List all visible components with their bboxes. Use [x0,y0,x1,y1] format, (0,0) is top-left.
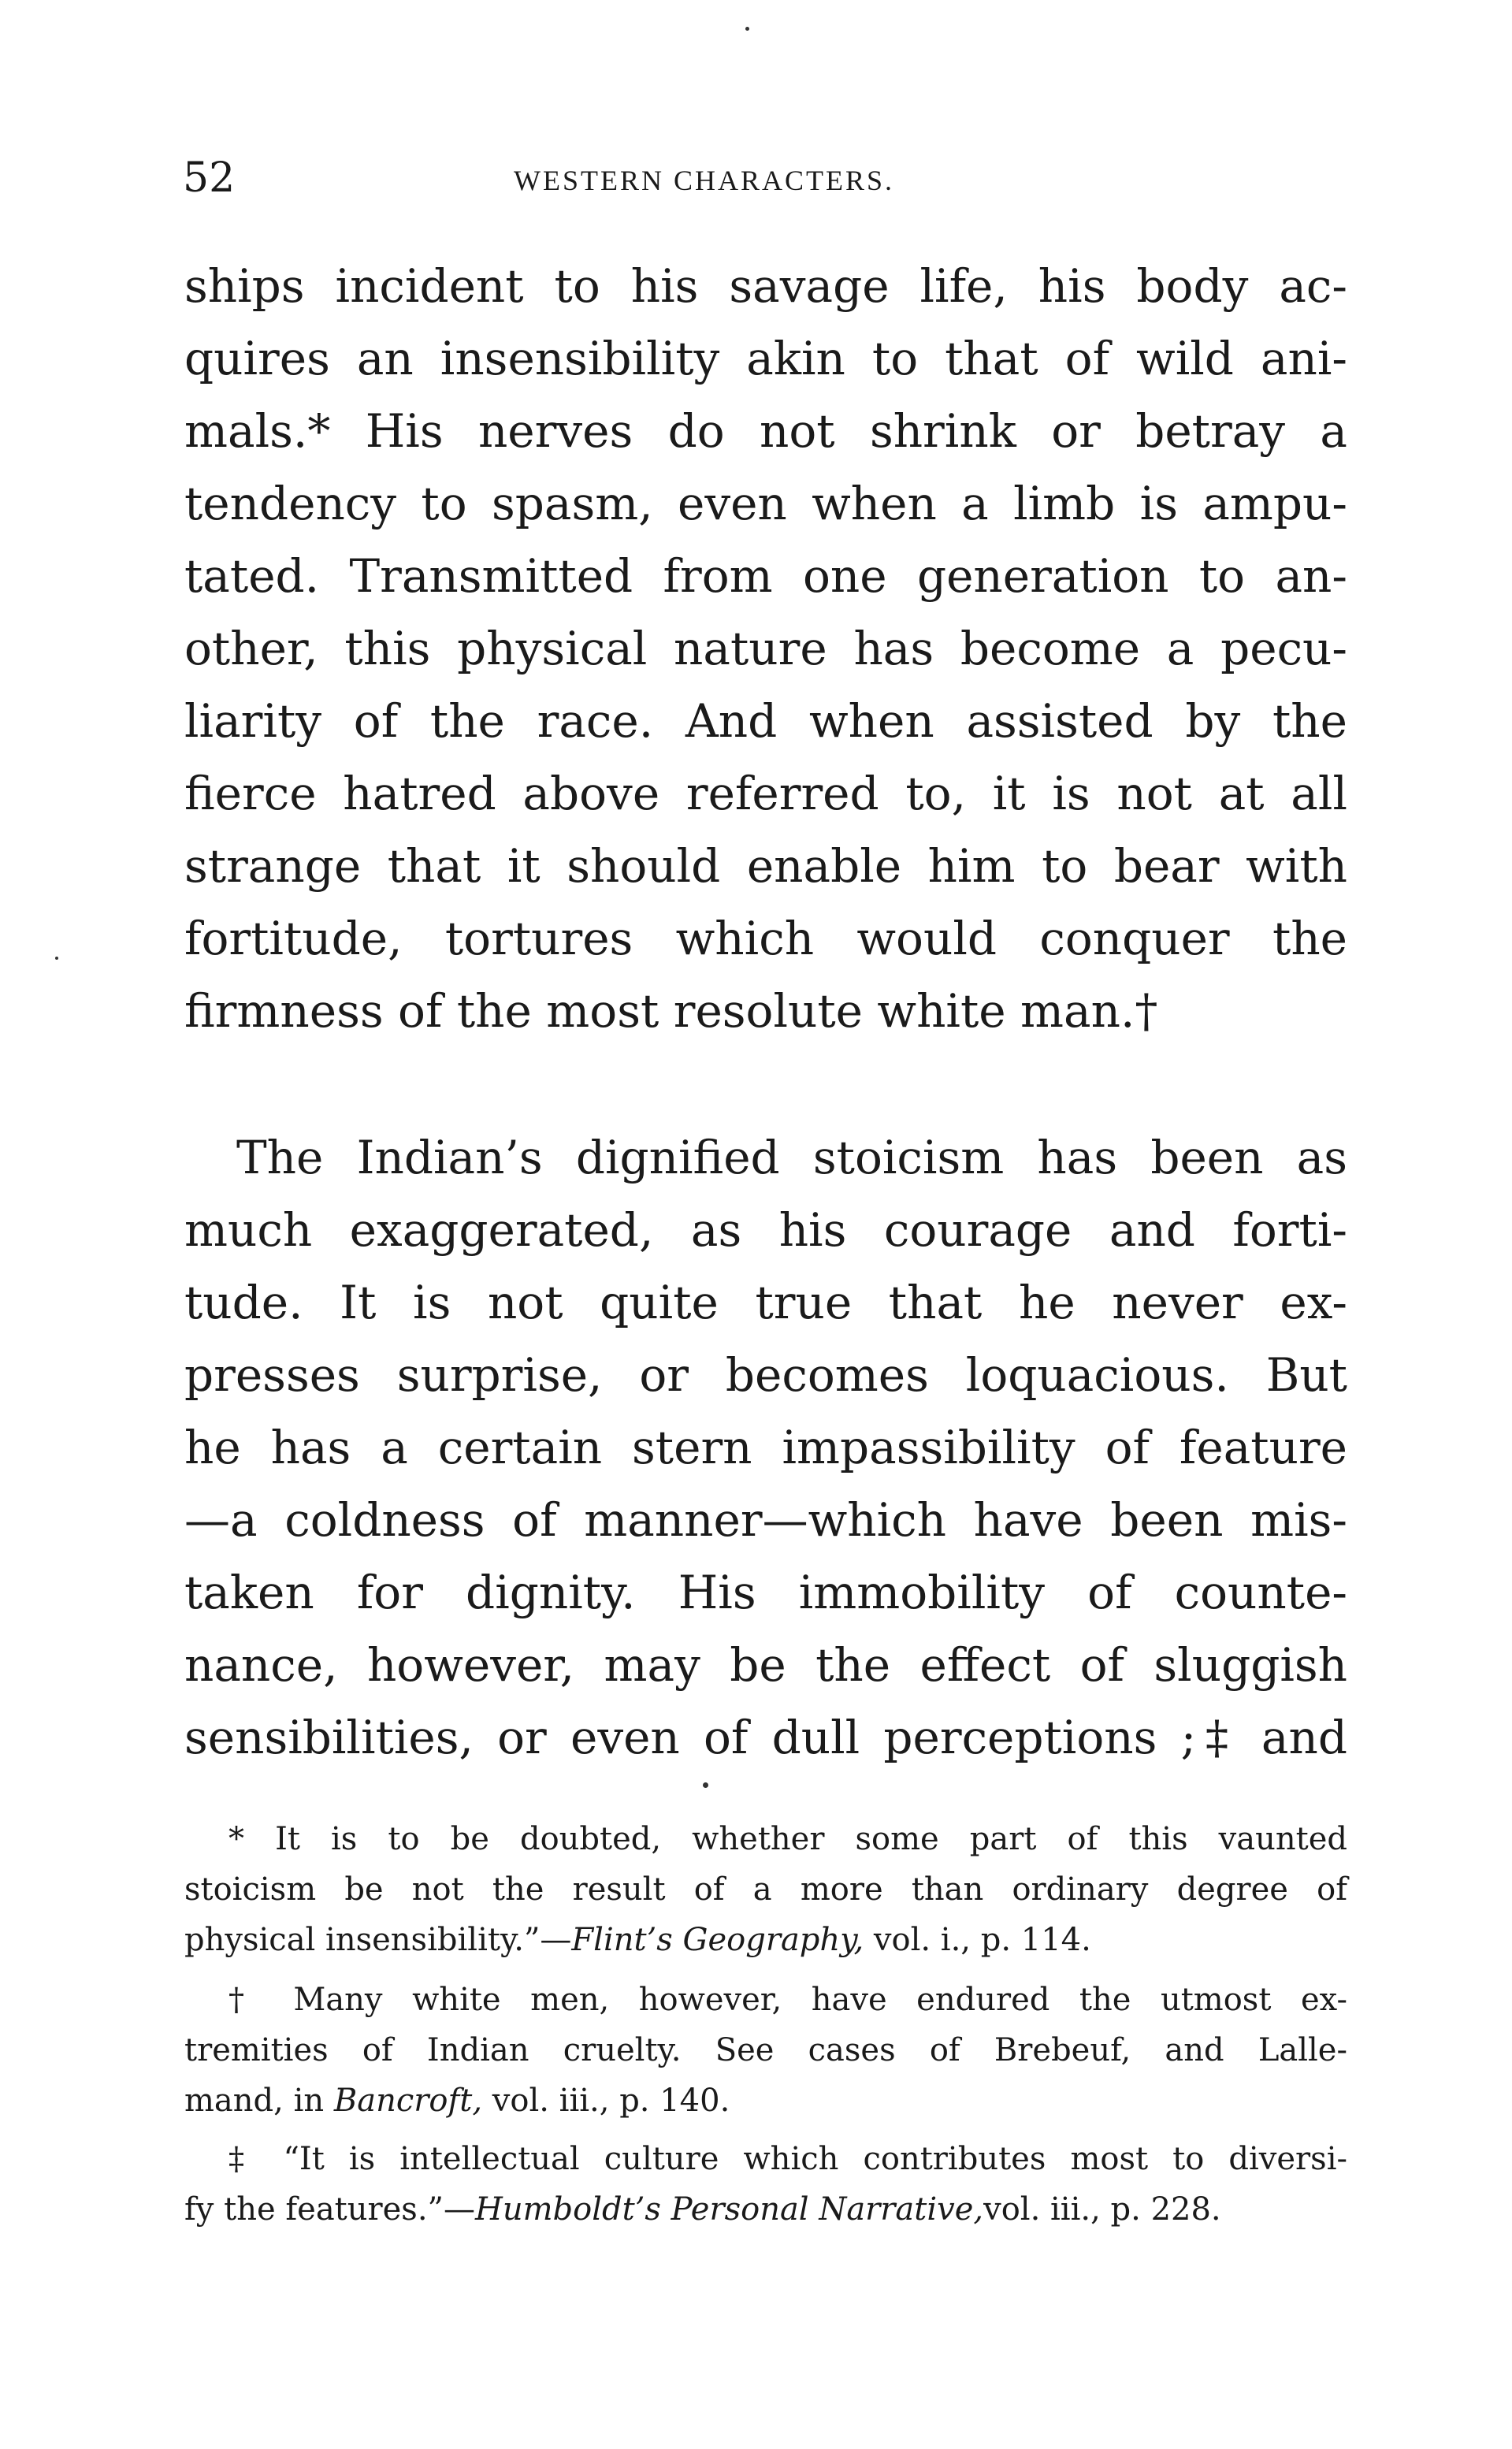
text-line: mals.* His nerves do not shrink or betray a [184,404,1347,458]
footnote-text: vol. i., p. 114. [864,1922,1091,1958]
text-line: presses surprise, or becomes loquacious. But [184,1348,1347,1402]
text-line: tude. It is not quite true that he never ex- [184,1276,1347,1329]
footnote-line: * It is to be doubted, whether some part of this vaunted [228,1821,1347,1857]
footnote-line [184,2077,1347,2124]
footnote-line [184,2186,1347,2233]
footnote-text: vol. iii., p. 140. [482,2083,730,2119]
footnote-text: fy the features.”— [184,2191,475,2228]
text-line: nance, however, may be the effect of sluggish [184,1638,1347,1692]
footnote-text: vol. iii., p. 228. [983,2191,1221,2228]
footnote-line: † Many white men, however, have endured the utmost ex- [228,1982,1347,2018]
text-line: he has a certain stern impassibility of feature [184,1421,1347,1474]
text-line: strange that it should enable him to bear with [184,839,1347,893]
footnote-line: ‡ “It is intellectual culture which contributes most to diversi- [228,2141,1347,2177]
footnote-text: mand, in [184,2083,334,2119]
footnote-line [184,1916,1347,1964]
text-line: tated. Transmitted from one generation to an- [184,549,1347,603]
text-line: other, this physical nature has become a pecu- [184,622,1347,675]
text-line: taken for dignity. His immobility of counte- [184,1566,1347,1619]
footnote-citation-title: Flint’s Geography, [571,1922,864,1958]
ink-speck-mid [703,1782,708,1788]
text-line: much exaggerated, as his courage and forti- [184,1203,1347,1257]
text-line: sensibilities, or even of dull perceptions ;‡ and [184,1711,1347,1764]
text-line: The Indian’s dignified stoicism has been as [236,1131,1347,1184]
ink-speck-top [745,27,749,31]
text-line: ships incident to his savage life, his body ac- [184,259,1347,313]
text-line: —a coldness of manner—which have been mis- [184,1493,1347,1547]
running-head [183,154,1349,217]
footnote-citation-title: Humboldt’s Personal Narrative, [474,2191,984,2228]
page-number: 52 [183,154,236,202]
footnote-text: physical insensibility.”— [184,1922,572,1958]
running-title: WESTERN CHARACTERS. [514,165,895,196]
ink-speck-left [55,957,58,960]
text-line: quires an insensibility akin to that of wild ani- [184,332,1347,385]
text-line: fortitude, tortures which would conquer the [184,912,1347,965]
footnote-line: tremities of Indian cruelty. See cases of Brebeuf, and Lalle- [184,2032,1347,2068]
text-line: tendency to spasm, even when a limb is ampu- [184,477,1347,530]
text-line: fierce hatred above referred to, it is not at all [184,767,1347,820]
footnote-line: stoicism be not the result of a more than ordinary degree of [184,1871,1347,1908]
footnote-citation-title: Bancroft, [333,2083,483,2119]
text-line: firmness of the most resolute white man.† [184,984,1158,1038]
text-line: liarity of the race. And when assisted by the [184,694,1347,748]
